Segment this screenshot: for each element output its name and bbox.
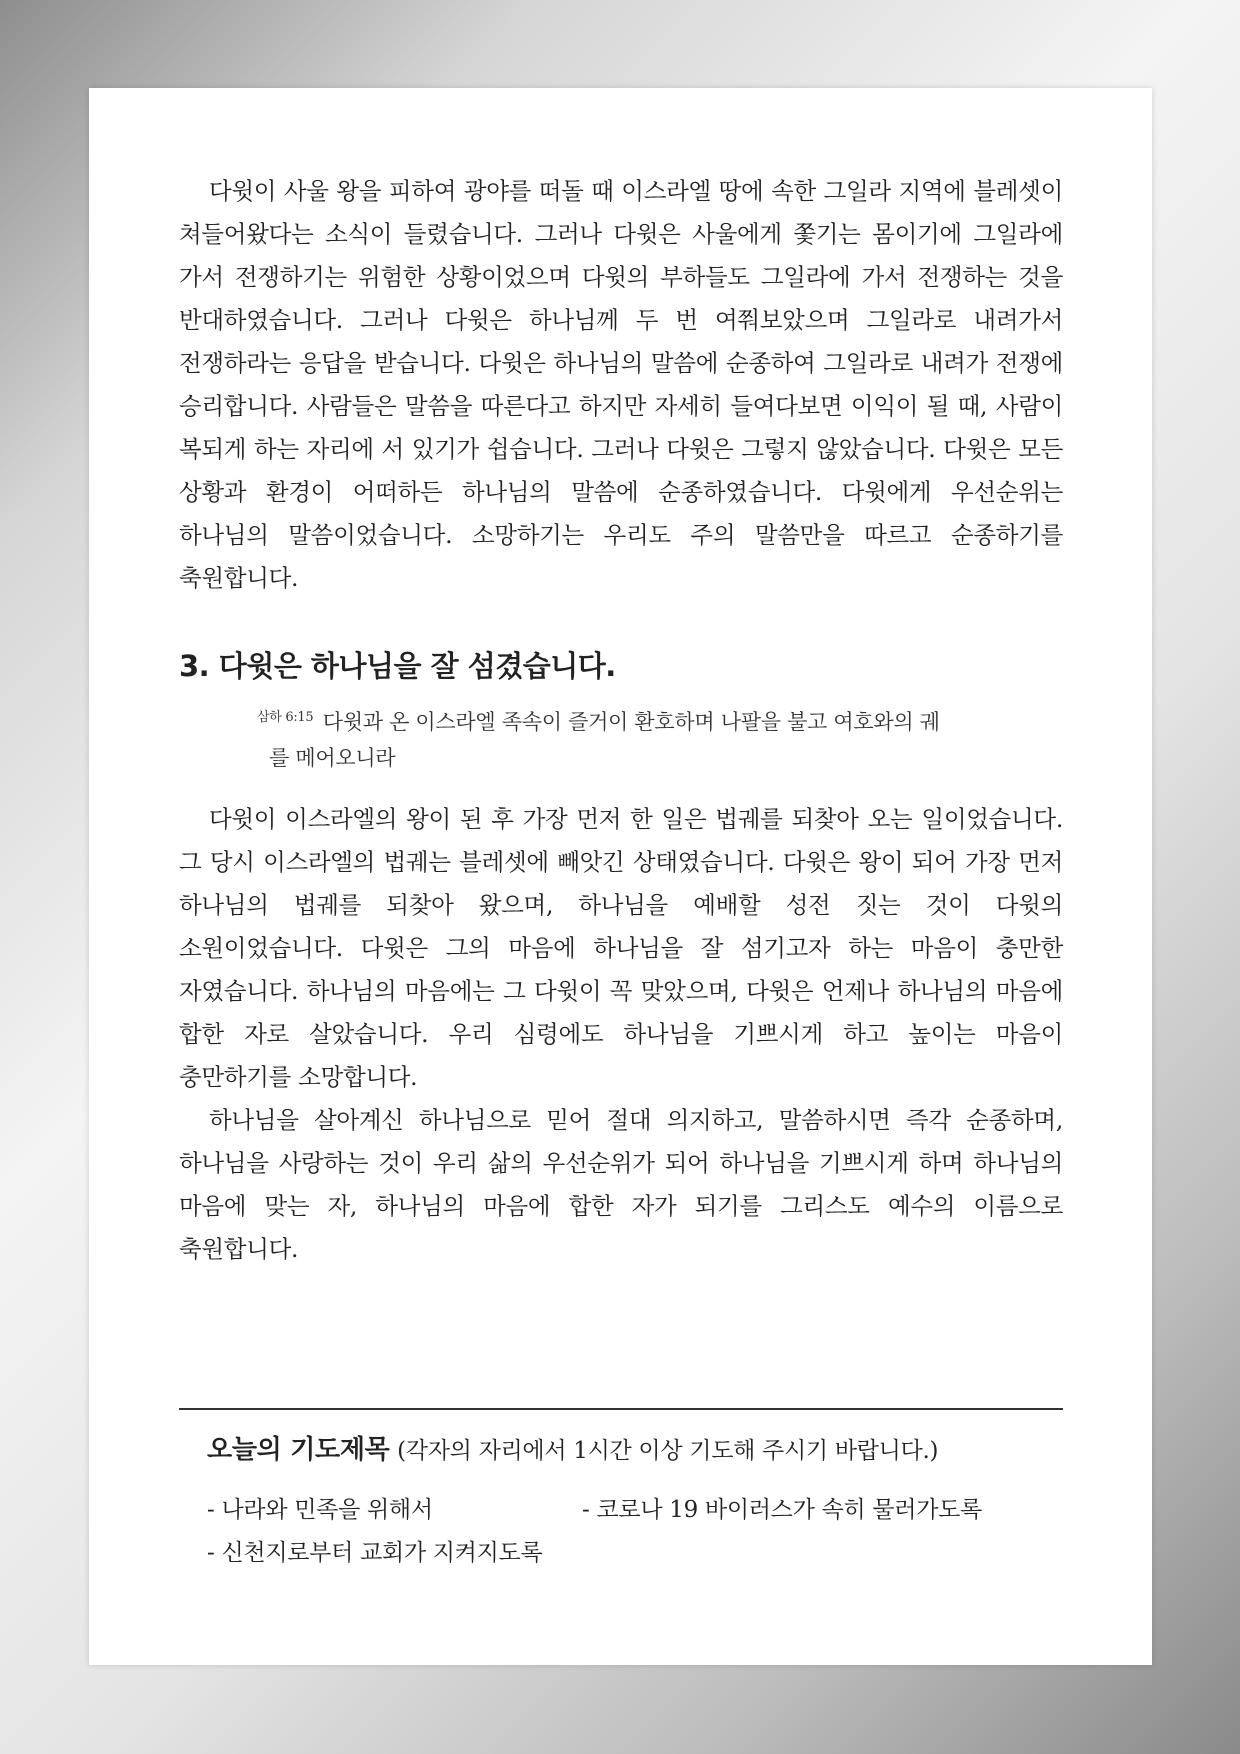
scripture-quote bbox=[257, 704, 997, 776]
section-3-body bbox=[179, 798, 1063, 1271]
verse-text-line1: 다윗과 온 이스라엘 족속이 즐거이 환호하며 나팔을 불고 여호와의 궤 bbox=[322, 710, 940, 734]
prayer-section bbox=[179, 1408, 1063, 1583]
verse-text-line2: 를 메어오니라 bbox=[269, 746, 396, 770]
prayer-item: - 신천지로부터 교회가 지켜지도록 bbox=[207, 1540, 543, 1566]
document-page bbox=[89, 88, 1152, 1665]
paragraph-1: 다윗이 사울 왕을 피하여 광야를 떠돌 때 이스라엘 땅에 속한 그일라 지역에 블레셋이 쳐들어왔다는 소식이 들렸습니다. 그러나 다윗은 사울에게 쫓기는 몸이기에 그일라에 가서 전쟁하기는 위험한 상황이었으며 다윗의 부하들도 그일라에 가서 전쟁하는 것을 반대하였습니다. 그러나 다윗은 하나님께 두 번 여쭤보았으며 그일라로 내려가서 전쟁하라는 응답을 받습니다. 다윗은 하나님의 말씀에 순종하여 그일라로 내려가 전쟁에 승리합니다. 사람들은 말씀을 따른다고 하지만 자세히 들여다보면 이익이 될 때, 사람이 복되게 하는 자리에 서 있기가 쉽습니다. 그러나 다윗은 그렇지 않았습니다. 다윗은 모든 상황과 환경이 어떠하든 하나님의 말씀에 순종하였습니다. 다윗에게 우선순위는 하나님의 말씀이었습니다. 소망하기는 우리도 주의 말씀만을 따르고 순종하기를 축원합니다. bbox=[179, 177, 1063, 592]
prayer-title: 오늘의 기도제목 bbox=[207, 1435, 390, 1465]
prayer-item: - 코로나 19 바이러스가 속히 물러가도록 bbox=[582, 1497, 982, 1523]
main-content bbox=[179, 170, 1063, 1271]
section-heading-3: 3. 다윗은 하나님을 잘 섬겼습니다. bbox=[179, 649, 616, 683]
prayer-items bbox=[207, 1493, 1063, 1583]
verse-reference: 삼하 6:15 bbox=[257, 710, 314, 725]
paragraph-3: 하나님을 살아계신 하나님으로 믿어 절대 의지하고, 말씀하시면 즉각 순종하며, 하나님을 사랑하는 것이 우리 삶의 우선순위가 되어 하나님을 기쁘시게 하며 하나님의 마음에 맞는 자, 하나님의 마음에 합한 자가 되기를 그리스도 예수의 이름으로 축원합니다. bbox=[179, 1106, 1063, 1263]
prayer-note: (각자의 자리에서 1시간 이상 기도해 주시기 바랍니다.) bbox=[397, 1438, 939, 1464]
paragraph-2: 다윗이 이스라엘의 왕이 된 후 가장 먼저 한 일은 법궤를 되찾아 오는 일이었습니다. 그 당시 이스라엘의 법궤는 블레셋에 빼앗긴 상태였습니다. 다윗은 왕이 되어 가장 먼저 하나님의 법궤를 되찾아 왔으며, 하나님을 예배할 성전 짓는 것이 다윗의 소원이었습니다. 다윗은 그의 마음에 하나님을 잘 섬기고자 하는 마음이 충만한 자였습니다. 하나님의 마음에는 그 다윗이 꼭 맞았으며, 다윗은 언제나 하나님의 마음에 합한 자로 살았습니다. 우리 심령에도 하나님을 기쁘시게 하고 높이는 마음이 충만하기를 소망합니다. bbox=[179, 805, 1063, 1091]
prayer-item: - 나라와 민족을 위해서 bbox=[207, 1497, 433, 1523]
divider bbox=[179, 1408, 1063, 1410]
prayer-title-row bbox=[207, 1432, 1063, 1469]
